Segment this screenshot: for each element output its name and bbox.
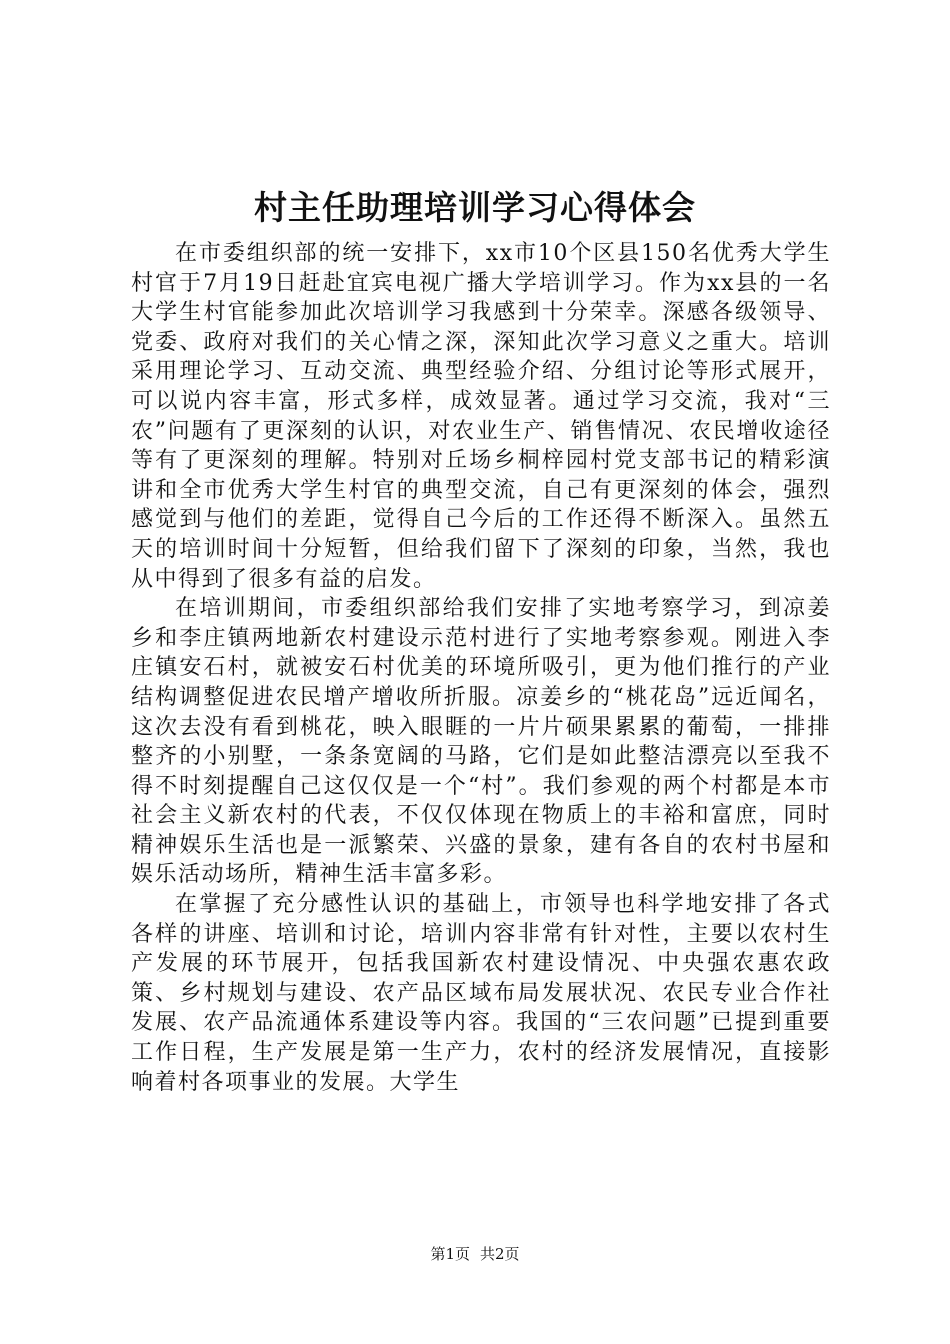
paragraph-1: 在市委组织部的统一安排下，xx市10个区县150名优秀大学生村官于7月19日赶赴宜宾电视广播大学培训学习。作为xx县的一名大学生村官能参加此次培训学习我感到十分荣幸。深感各级领导、党委、政府对我们的关心情之深，深知此次学习意义之重大。培训采用理论学习、互动交流、典型经验介绍、分组讨论等形式展开，可以说内容丰富，形式多样，成效显著。通过学习交流，我对“三农”问题有了更深刻的认识，对农业生产、销售情况、农民增收途径等有了更深刻的理解。特别对丘场乡桐梓园村党支部书记的精彩演讲和全市优秀大学生村官的典型交流，自己有更深刻的体会，强烈感觉到与他们的差距，觉得自己今后的工作还得不断深入。虽然五天的培训时间十分短暂，但给我们留下了深刻的印象，当然，我也从中得到了很多有益的启发。 (131, 241, 831, 592)
paragraph-2: 在培训期间，市委组织部给我们安排了实地考察学习，到凉姜乡和李庄镇两地新农村建设示范村进行了实地考察参观。刚进入李庄镇安石村，就被安石村优美的环境所吸引，更为他们推行的产业结构调整促进农民增产增收所折服。凉姜乡的“桃花岛”远近闻名，这次去没有看到桃花，映入眼睚的一片片硕果累累的葡萄，一排排整齐的小别墅，一条条宽阔的马路，它们是如此整洁漂亮以至我不得不时刻提醒自己这仅仅是一个“村”。我们参观的两个村都是本市社会主义新农村的代表，不仅仅体现在物质上的丰裕和富庶，同时精神娱乐生活也是一派繁荣、兴盛的景象，建有各自的农村书屋和娱乐活动场所，精神生活丰富多彩。 (131, 596, 831, 888)
page-footer (0, 1244, 950, 1264)
paragraph-3: 在掌握了充分感性认识的基础上，市领导也科学地安排了各式各样的讲座、培训和讨论，培训内容非常有针对性，主要以农村生产发展的环节展开，包括我国新农村建设情况、中央强农惠农政策、乡村规划与建设、农产品区域布局发展状况、农民专业合作社发展、农产品流通体系建设等内容。我国的“三农问题”已提到重要工作日程，生产发展是第一生产力，农村的经济发展情况，直接影响着村各项事业的发展。大学生 (131, 892, 831, 1095)
document-body (131, 239, 831, 1097)
page-number: 第1页 (430, 1245, 470, 1263)
document-title: 村主任助理培训学习心得体会 (254, 188, 696, 227)
page-count: 共2页 (480, 1245, 520, 1263)
